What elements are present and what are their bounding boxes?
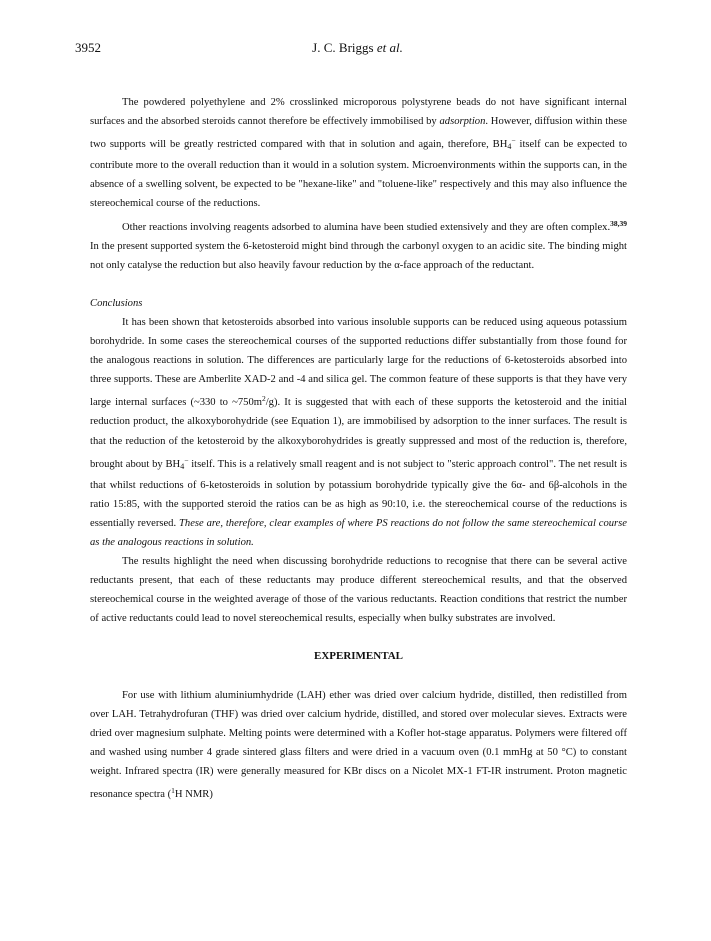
paragraph-experimental [90, 686, 627, 805]
text-run: H NMR) [174, 789, 213, 800]
italic-statement: These are, therefore, clear examples of where PS reactions do not follow the same stereochemical course as the analogous reactions in solution. [90, 517, 628, 548]
conclusions-heading: Conclusions [90, 297, 143, 309]
page-header [75, 40, 640, 60]
paragraph-conclusions [90, 313, 627, 552]
text-run: itself. This is a relatively small reagent and is not subject to "steric approach control". The net result is that whilst reductions of 6-ketosteroids in solution by potassium borohydride typically give the 6α- and 6β-alcohols in the ratio 15:85, with the supported steroid the ratios can be as high as 90:10, i.e. the stereochemical course of the reductions is essentially reversed. [90, 458, 627, 529]
paragraph-alumina [90, 214, 627, 275]
running-head [75, 40, 640, 56]
text-run: The powdered polyethylene and 2% crosslinked microporous polystyrene beads do not have significant internal surfaces and the absorbed steroids cannot therefore be effectively immobilised by [90, 97, 627, 128]
text-run: /g). It is suggested that with each of these supports the ketosteroid and the initial reduction product, the alkoxyborohydride (see Equation 1), are immobilised by adsorption to the inner surfaces. The result is that the reduction of the ketosteroid by the alkoxyborohydrides is greatly suppressed and most of the reduction is, therefore, brought about by BH [90, 397, 627, 470]
superscript: 2 [261, 394, 266, 404]
author-name: J. C. Briggs [312, 40, 374, 55]
superscript: − [184, 455, 189, 465]
italic-term: adsorption [439, 116, 486, 128]
text-run: In the present supported system the 6-ketosteroid might bind through the carbonyl oxygen to an acidic site. The binding might not only catalyse the reduction but also heavily favour reduction by the α-face approach of the reductant. [90, 240, 627, 271]
subscript: 4 [180, 461, 185, 471]
paragraph-results: The results highlight the need when discussing borohydride reductions to recognise that there can be several active reductants present, that each of these reductants may produce different stereochemical results, and that the observed stereochemical course in the weighted average of those of the various reductants. Reaction conditions that restrict the number of active reductants could lead to novel stereochemical results, especially when bulky substrates are involved. [90, 556, 627, 625]
paragraph-supports [90, 93, 627, 214]
article-body [90, 93, 627, 804]
subscript: 4 [507, 142, 512, 152]
reference-citation: 38,39 [610, 218, 627, 228]
et-al: et al. [376, 40, 403, 55]
text-run: Other reactions involving reagents adsorbed to alumina have been studied extensively and they are often complex. [122, 221, 611, 233]
text-run: It has been shown that ketosteroids absorbed into various insoluble supports can be reduced using aqueous potassium borohydride. In some cases the stereochemical courses of the supported reductions differ substantially from those found for the analogous reactions in solution. The differences are particularly large for the reductions of 6-ketosteroids absorbed into three supports. These are Amberlite XAD-2 and -4 and silica gel. The common feature of these supports is that they have very large internal surfaces (~330 to ~750m [90, 316, 627, 409]
text-run: . However, diffusion within these two supports will be greatly restricted compared with that in solution and again, therefore, BH [90, 116, 627, 151]
text-run: For use with lithium aluminiumhydride (LAH) ether was dried over calcium hydride, distilled, then redistilled from over LAH. Tetrahydrofuran (THF) was dried over calcium hydride, distilled, and stored over molecular sieves. Extracts were dried over magnesium sulphate. Melting points were determined with a Kofler hot-stage apparatus. Polymers were filtered off and washed using number 4 grade sintered glass filters and were dried in a vacuum oven (0.1 mmHg at 50 °C) to constant weight. Infrared spectra (IR) were generally measured for KBr discs on a Nicolet MX-1 FT-IR instrument. Proton magnetic resonance spectra ( [90, 689, 627, 800]
superscript: − [511, 136, 516, 146]
superscript: 1 [171, 786, 175, 795]
text-run: itself can be expected to contribute more to the overall reduction than it would in a solution system. Microenvironments within the supports can, in the absence of a swelling solvent, be expected to be "hexane-like" and "toluene-like" respectively and this may also influence the stereochemical course of the reductions. [90, 139, 627, 210]
experimental-heading: EXPERIMENTAL [313, 650, 404, 663]
page-number: 3952 [75, 40, 101, 55]
